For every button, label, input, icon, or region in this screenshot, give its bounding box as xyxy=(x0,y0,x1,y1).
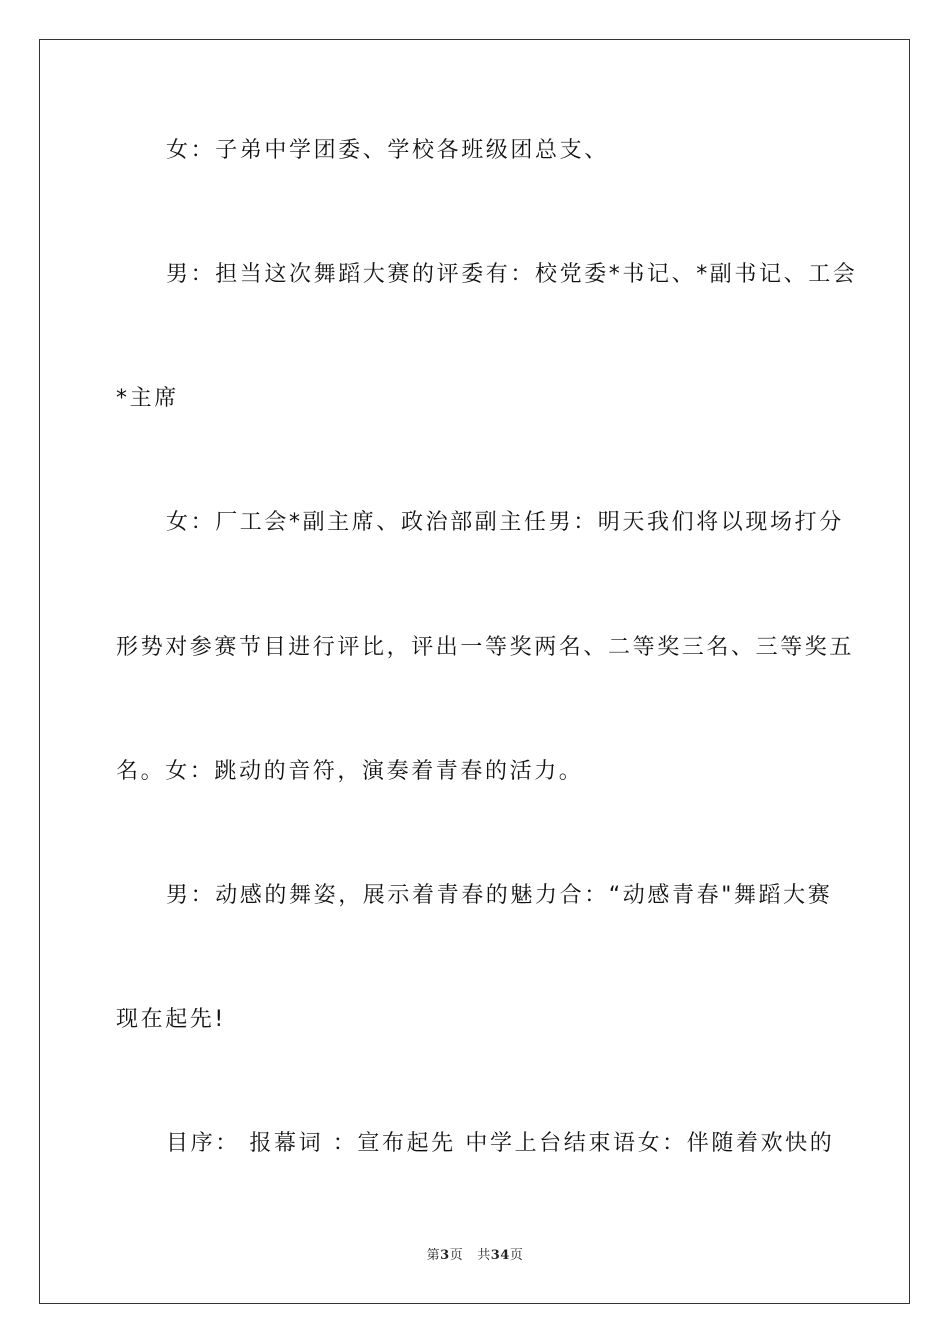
current-page-number: 3 xyxy=(440,1248,450,1263)
total-label-suffix: 页 xyxy=(509,1248,524,1263)
paragraph-line: 名。女：跳动的音符，演奏着青春的活力。 xyxy=(116,759,584,784)
total-page-count: 34 xyxy=(490,1248,510,1263)
paragraph-line: 形势对参赛节目进行评比，评出一等奖两名、二等奖三名、三等奖五 xyxy=(116,635,855,660)
paragraph-line: 女：子弟中学团委、学校各班级团总支、 xyxy=(166,138,609,163)
total-label-prefix: 共 xyxy=(477,1248,491,1263)
page-label-suffix: 页 xyxy=(449,1248,464,1263)
paragraph-line: 现在起先! xyxy=(116,1007,226,1032)
page-label-prefix: 第 xyxy=(426,1248,441,1263)
paragraph-line: 男：担当这次舞蹈大赛的评委有：校党委*书记、*副书记、工会 xyxy=(166,262,858,287)
paragraph-line: *主席 xyxy=(116,386,179,411)
paragraph-line: 目序： 报幕词 ：宣布起先 中学上台结束语女：伴随着欢快的 xyxy=(166,1131,835,1156)
page-footer xyxy=(0,1244,950,1263)
page-border xyxy=(39,39,910,1304)
paragraph-line: 女：厂工会*副主席、政治部副主任男：明天我们将以现场打分 xyxy=(166,510,844,535)
paragraph-line: 男：动感的舞姿，展示着青春的魅力合：“动感青春"舞蹈大赛 xyxy=(166,883,833,908)
